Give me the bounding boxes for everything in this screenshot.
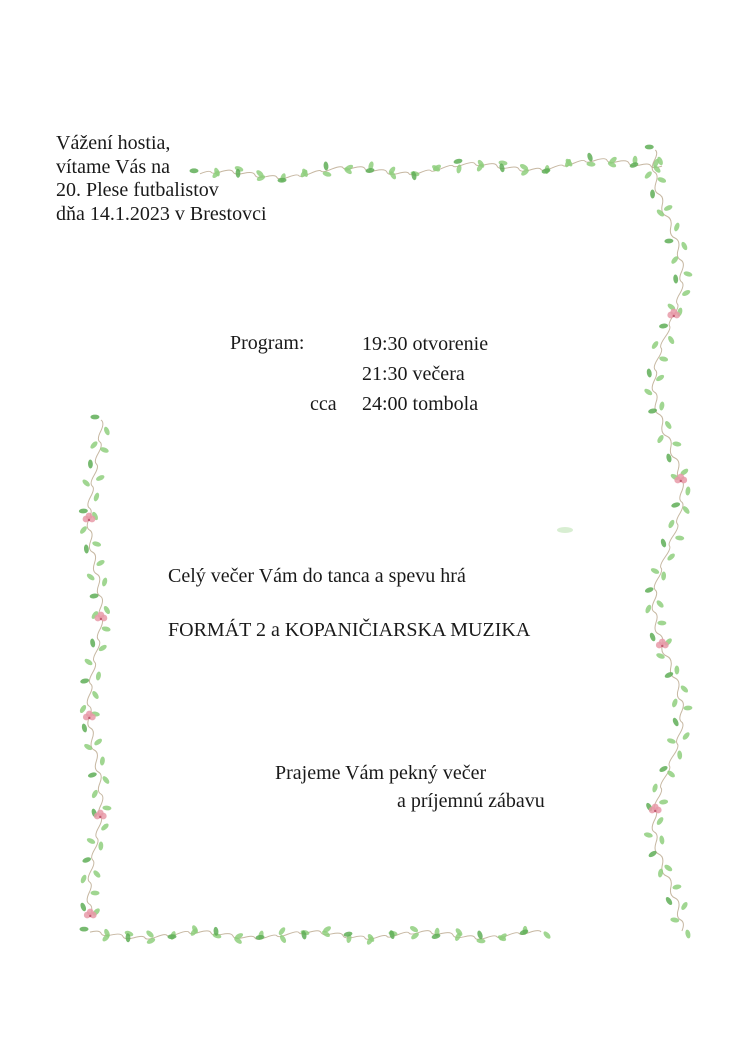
- leaf-icon: [88, 459, 93, 468]
- leaf-icon: [90, 891, 99, 896]
- leaf-icon: [659, 835, 665, 845]
- leaf-icon: [93, 737, 103, 746]
- leaf-icon: [673, 274, 679, 283]
- leaf-icon: [659, 401, 665, 411]
- leaf-icon: [683, 270, 693, 277]
- leaf-icon: [98, 841, 103, 850]
- leaf-icon: [659, 799, 669, 805]
- band-name: FORMÁT 2 a KOPANIČIARSKA MUZIKA: [168, 619, 531, 641]
- leaf-icon: [672, 717, 680, 727]
- leaf-icon: [646, 368, 652, 378]
- leaf-icon: [648, 850, 658, 859]
- leaf-icon: [453, 158, 463, 165]
- leaf-icon: [89, 440, 99, 450]
- leaf-icon: [542, 930, 552, 940]
- vine-stem: [652, 150, 683, 931]
- greeting-line: 20. Plese futbalistov: [56, 179, 219, 201]
- leaf-icon: [409, 925, 419, 934]
- leaf-icon: [667, 335, 676, 345]
- leaf-icon: [365, 168, 375, 174]
- leaf-icon: [663, 204, 673, 212]
- leaf-icon: [655, 816, 664, 826]
- leaf-icon: [87, 771, 97, 778]
- leaf-icon: [672, 884, 682, 890]
- leaf-icon: [671, 501, 681, 508]
- leaf-icon: [92, 869, 102, 879]
- leaf-icon: [650, 189, 655, 198]
- leaf-icon: [659, 323, 669, 329]
- leaf-icon: [81, 478, 91, 488]
- leaf-icon: [79, 902, 87, 912]
- greeting-line: Vážení hostia,: [56, 132, 171, 154]
- leaf-icon: [95, 671, 101, 681]
- leaf-icon: [90, 638, 96, 648]
- program-item-time: 24:00 tombola: [362, 393, 479, 415]
- leaf-icon: [90, 415, 99, 420]
- leaf-icon: [100, 822, 110, 832]
- leaf-icon: [655, 652, 665, 660]
- leaf-icon: [81, 723, 88, 733]
- leaf-icon: [660, 538, 667, 548]
- leaf-icon: [657, 621, 666, 626]
- leaf-icon: [86, 572, 96, 581]
- leaf-icon: [643, 170, 653, 180]
- leaf-icon: [665, 896, 674, 906]
- leaf-icon: [91, 789, 99, 799]
- leaf-icon: [102, 805, 111, 811]
- leaf-icon: [657, 868, 664, 878]
- program-item-prefix: cca: [310, 393, 337, 415]
- leaf-icon: [644, 604, 652, 614]
- leaf-icon: [664, 420, 673, 430]
- leaf-icon: [673, 222, 680, 232]
- leaf-icon: [658, 765, 668, 773]
- leaf-icon: [99, 756, 105, 766]
- leaf-icon: [343, 931, 353, 938]
- closing-line: a príjemnú zábavu: [397, 790, 545, 812]
- program-item-time: 21:30 večera: [362, 363, 465, 385]
- leaf-icon: [650, 567, 660, 575]
- vine-stem: [90, 931, 541, 940]
- flower-icon: [674, 474, 687, 484]
- vine-decoration: [79, 145, 693, 946]
- leaf-icon: [84, 544, 90, 553]
- leaf-icon: [655, 208, 665, 218]
- leaf-icon: [80, 678, 90, 685]
- leaf-icon: [644, 586, 654, 594]
- leaf-icon: [657, 176, 667, 184]
- leaf-icon: [663, 863, 673, 872]
- leaf-icon: [277, 926, 286, 936]
- leaf-icon: [79, 704, 88, 714]
- leaf-icon: [103, 426, 111, 436]
- program-item-time: 19:30 otvorenie: [362, 333, 489, 355]
- leaf-icon: [664, 671, 674, 679]
- leaf-icon: [389, 930, 396, 940]
- leaf-icon: [661, 571, 666, 580]
- leaf-icon: [685, 929, 692, 939]
- flower-icon: [656, 639, 669, 649]
- leaf-icon: [86, 837, 96, 845]
- leaf-icon: [650, 340, 659, 350]
- leaf-icon: [82, 856, 92, 864]
- program-label: Program:: [230, 332, 305, 354]
- leaf-icon: [91, 690, 100, 700]
- leaf-icon: [101, 577, 108, 587]
- leaf-icon: [101, 626, 111, 633]
- leaf-icon: [323, 161, 329, 170]
- leaf-icon: [79, 508, 88, 513]
- leaf-icon: [671, 698, 679, 708]
- leaf-icon: [681, 731, 691, 741]
- leaf-icon: [80, 927, 89, 932]
- leaf-icon: [680, 901, 689, 911]
- leaf-icon: [93, 492, 100, 502]
- leaf-icon: [95, 559, 105, 568]
- leaf-icon: [80, 874, 88, 884]
- leaf-icon: [674, 665, 679, 674]
- leaf-icon: [649, 632, 657, 642]
- leaf-icon: [683, 705, 692, 710]
- leaf-icon: [92, 540, 102, 547]
- leaf-icon: [648, 408, 658, 415]
- leaf-icon: [557, 527, 573, 533]
- leaf-icon: [672, 441, 682, 447]
- leaf-icon: [675, 535, 684, 541]
- leaf-icon: [655, 599, 665, 609]
- leaf-icon: [666, 737, 676, 744]
- music-intro: Celý večer Vám do tanca a spevu hrá: [168, 565, 466, 587]
- leaf-icon: [651, 783, 658, 793]
- greeting-line: vítame Vás na: [56, 155, 171, 178]
- leaf-icon: [681, 289, 691, 298]
- leaf-icon: [645, 145, 654, 150]
- leaf-icon: [679, 684, 689, 694]
- leaf-icon: [656, 434, 665, 444]
- leaf-icon: [680, 241, 688, 251]
- leaf-icon: [83, 657, 93, 666]
- leaf-icon: [101, 775, 110, 785]
- leaf-icon: [659, 356, 669, 363]
- vine-stem: [200, 159, 662, 179]
- leaf-icon: [685, 486, 691, 496]
- leaf-icon: [643, 832, 653, 839]
- leaf-icon: [664, 238, 673, 243]
- greeting-block: [56, 133, 267, 227]
- closing-line: Prajeme Vám pekný večer: [275, 762, 487, 784]
- greeting-line: dňa 14.1.2023 v Brestovci: [56, 202, 267, 225]
- leaf-icon: [667, 519, 675, 529]
- leaf-icon: [677, 750, 683, 759]
- leaf-icon: [95, 474, 105, 482]
- leaf-icon: [586, 152, 593, 162]
